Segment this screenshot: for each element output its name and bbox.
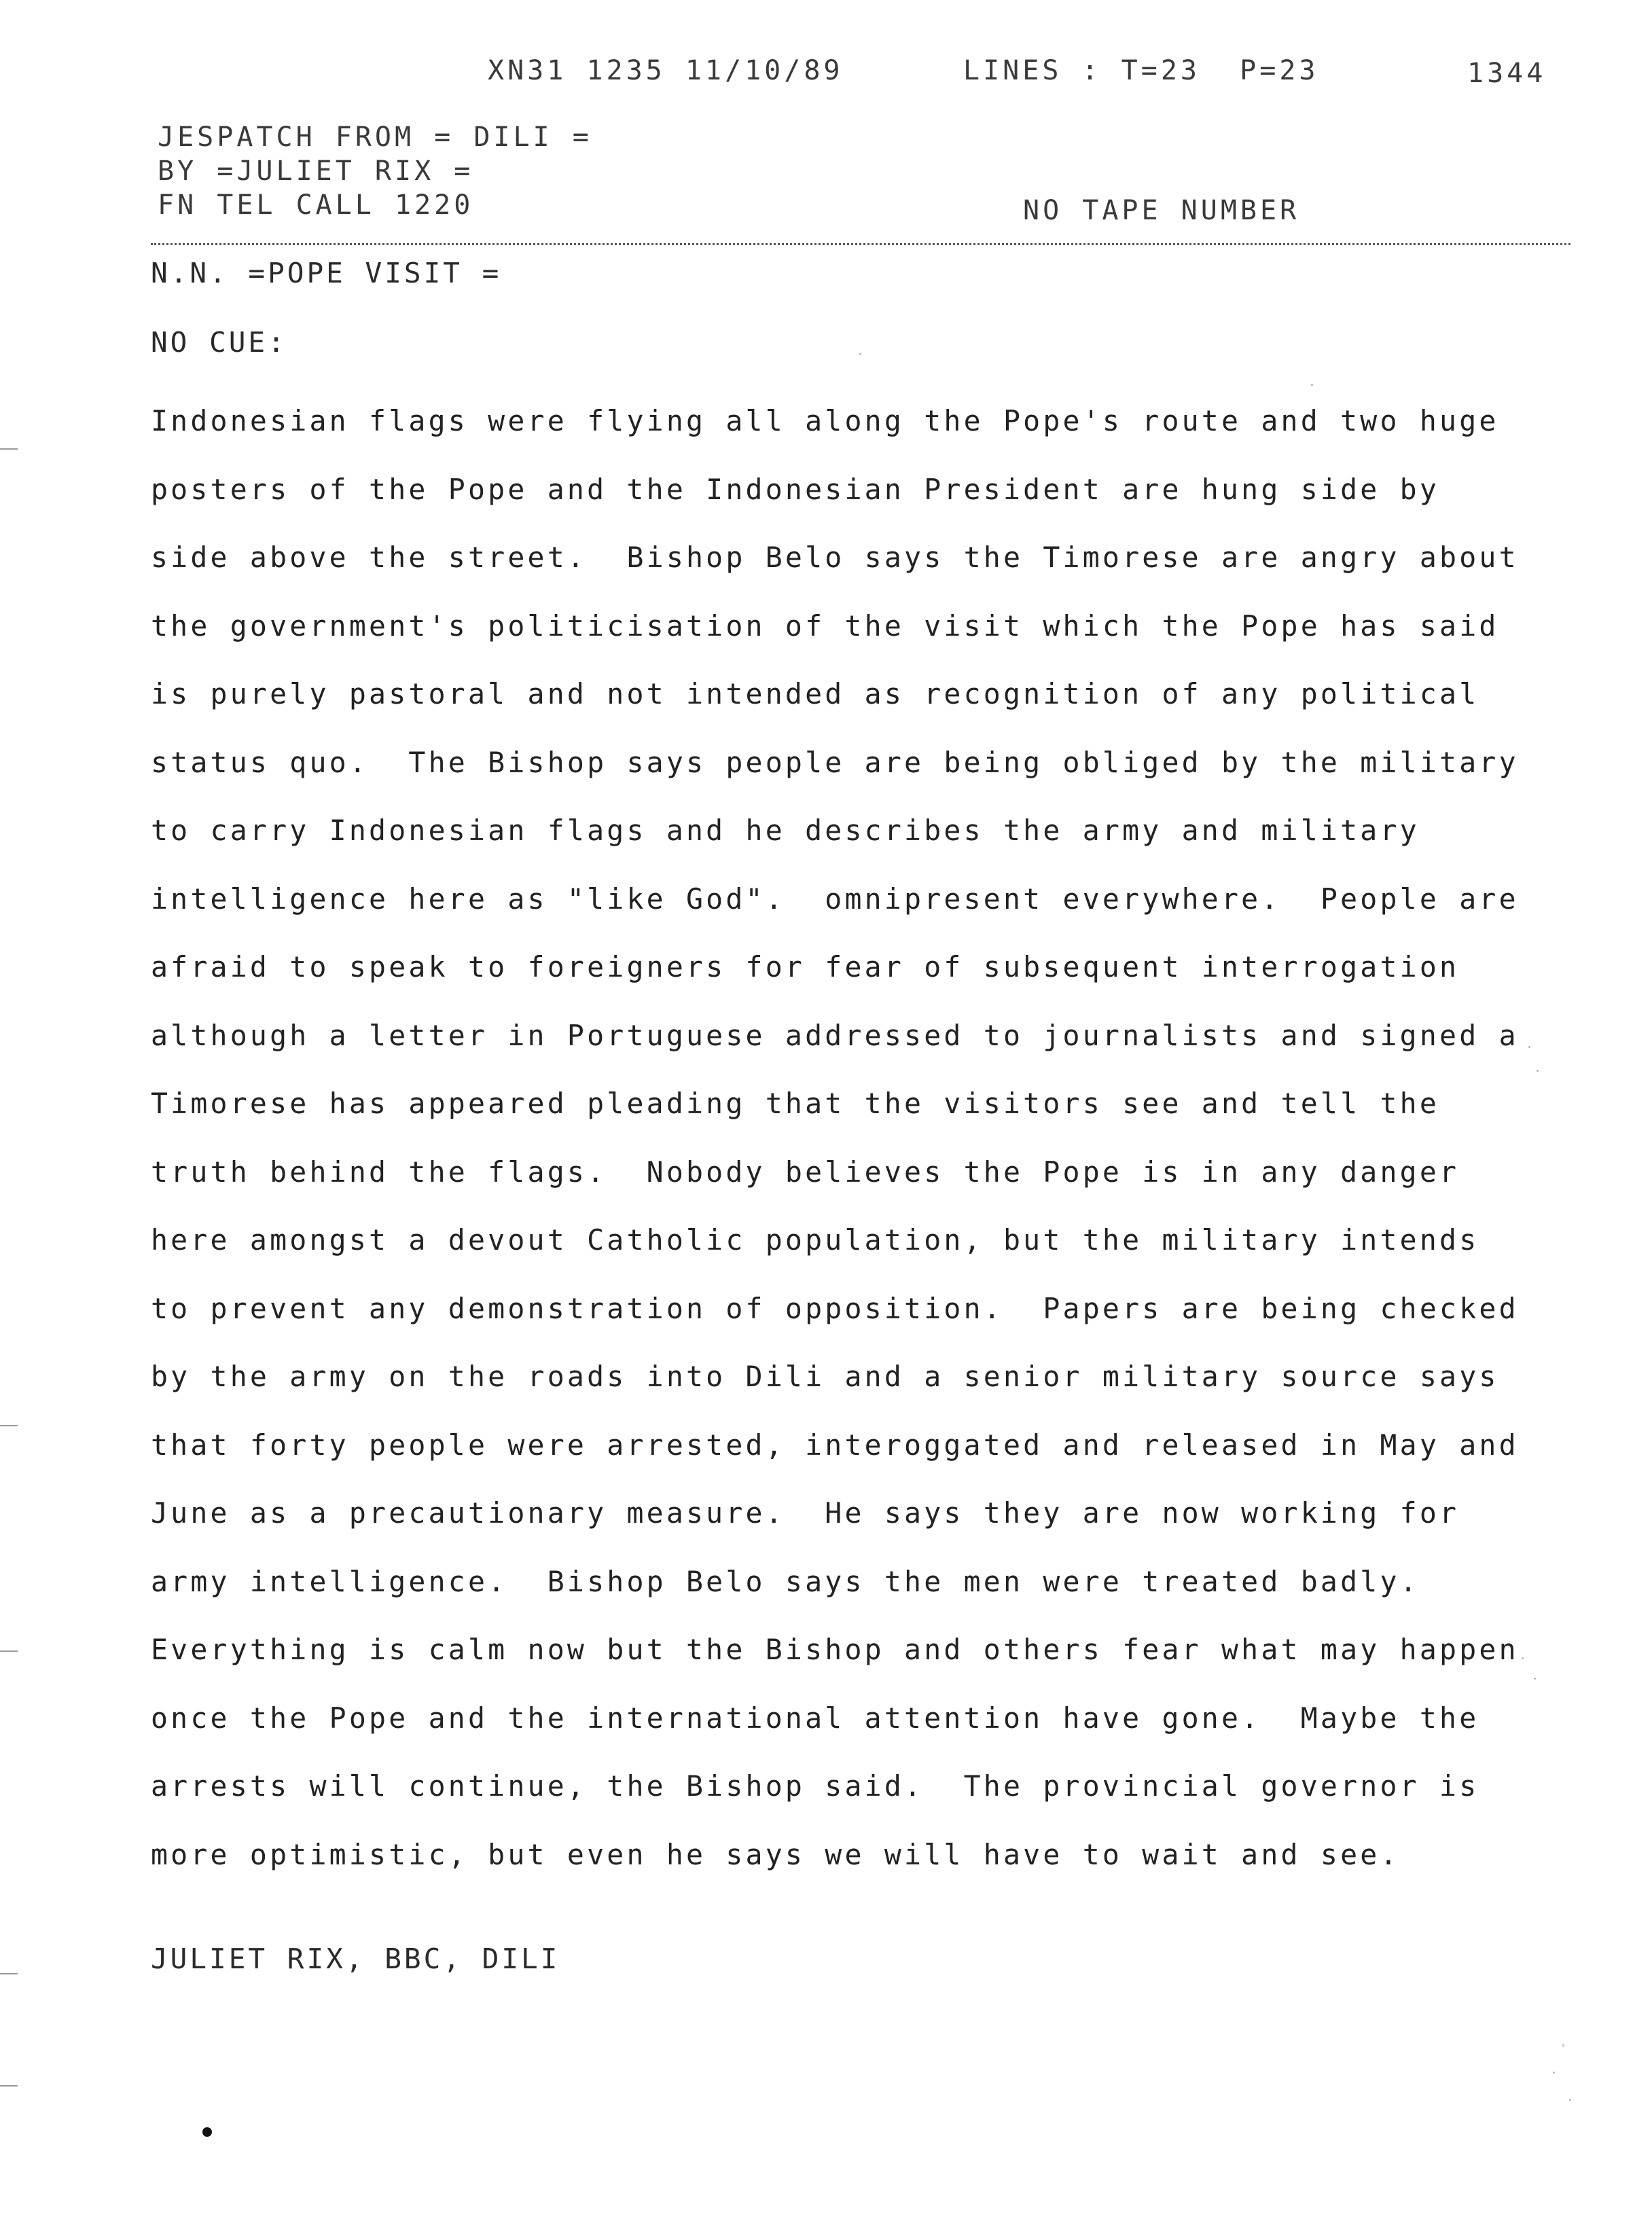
margin-mark xyxy=(0,448,18,450)
margin-mark xyxy=(0,2085,18,2087)
body-line: here amongst a devout Catholic population, but the military intends xyxy=(151,1223,1479,1257)
body-line: arrests will continue, the Bishop said. The provincial governor is xyxy=(151,1769,1479,1803)
body-line: truth behind the flags. Nobody believes the Pope is in any danger xyxy=(151,1155,1460,1189)
scan-speckle xyxy=(859,353,861,355)
body-line: afraid to speak to foreigners for fear of subsequent interrogation xyxy=(151,950,1460,983)
scan-speckle xyxy=(1562,2044,1564,2046)
lines-info: LINES : T=23 P=23 xyxy=(963,55,1319,86)
body-line: although a letter in Portuguese addressed to journalists and signed a xyxy=(151,1018,1519,1052)
body-line: by the army on the roads into Dili and a senior military source says xyxy=(151,1360,1499,1393)
story-code: XN31 1235 11/10/89 xyxy=(488,55,844,86)
body-line: once the Pope and the international attention have gone. Maybe the xyxy=(151,1701,1479,1735)
header-divider xyxy=(151,243,1570,245)
scan-speckle xyxy=(1537,1070,1539,1072)
tape-number: NO TAPE NUMBER xyxy=(1023,195,1300,226)
body-line: Timorese has appeared pleading that the visitors see and tell the xyxy=(151,1087,1440,1120)
scan-speckle xyxy=(1522,1657,1524,1659)
signoff: JULIET RIX, BBC, DILI xyxy=(151,1943,560,1975)
body-line: Indonesian flags were flying all along the Pope's route and two huge xyxy=(151,404,1499,437)
call-info: FN TEL CALL 1220 xyxy=(158,189,474,221)
body-line: that forty people were arrested, interoggated and released in May and xyxy=(151,1428,1519,1462)
body-line: intelligence here as "like God". omnipresent everywhere. People are xyxy=(151,882,1519,916)
body-line: posters of the Pope and the Indonesian President are hung side by xyxy=(151,472,1440,506)
body-line: the government's politicisation of the visit which the Pope has said xyxy=(151,609,1499,643)
scan-speckle xyxy=(1534,1678,1536,1680)
story-body xyxy=(151,387,1577,1889)
body-line: Everything is calm now but the Bishop and others fear what may happen xyxy=(151,1633,1519,1666)
body-line: June as a precautionary measure. He says they are now working for xyxy=(151,1496,1460,1530)
story-slug: N.N. =POPE VISIT = xyxy=(151,257,502,289)
scan-speckle xyxy=(1553,2072,1555,2074)
margin-mark xyxy=(0,1973,18,1974)
scan-speckle xyxy=(1528,1046,1530,1048)
cue-line: NO CUE: xyxy=(151,326,287,359)
body-line: is purely pastoral and not intended as recognition of any political xyxy=(151,677,1479,710)
body-line: more optimistic, but even he says we will have to wait and see. xyxy=(151,1837,1400,1871)
body-line: to prevent any demonstration of opposition. Papers are being checked xyxy=(151,1291,1519,1325)
body-line: army intelligence. Bishop Belo says the men were treated badly. xyxy=(151,1564,1420,1598)
by-line: BY =JULIET RIX = xyxy=(158,156,474,187)
body-line: to carry Indonesian flags and he describes the army and military xyxy=(151,814,1420,847)
scan-speckle xyxy=(1569,2099,1571,2101)
despatch-from: JESPATCH FROM = DILI = xyxy=(158,122,592,153)
margin-mark xyxy=(0,1650,18,1652)
body-line: status quo. The Bishop says people are being obliged by the military xyxy=(151,745,1519,779)
scan-speckle xyxy=(1311,384,1313,386)
page-number: 1344 xyxy=(1467,58,1547,89)
body-line: side above the street. Bishop Belo says the Timorese are angry about xyxy=(151,541,1519,574)
margin-mark xyxy=(0,1425,18,1426)
ink-dot xyxy=(202,2127,212,2137)
